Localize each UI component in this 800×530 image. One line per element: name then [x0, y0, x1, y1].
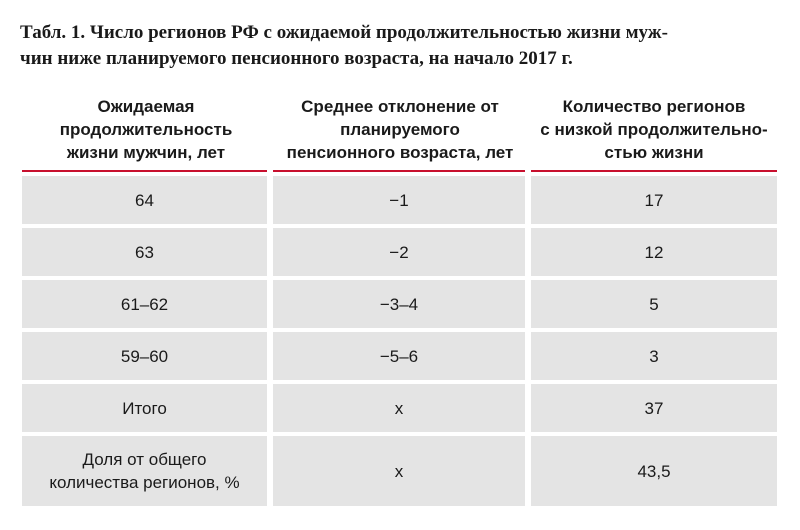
cell-deviation [273, 384, 525, 432]
cell-count [531, 332, 777, 380]
cell-deviation [273, 332, 525, 380]
cell-count [531, 384, 777, 432]
header-rule [22, 170, 267, 172]
table-row [22, 332, 778, 380]
header-life-expectancy [22, 92, 270, 170]
cell-share-label [22, 436, 267, 506]
cell-text: 5 [649, 294, 659, 314]
cell-text: 37 [644, 398, 664, 418]
data-table [22, 92, 778, 510]
cell-text: −3–4 [379, 294, 419, 314]
cell-text: 64 [135, 190, 154, 210]
cell-text: 43,5 [637, 461, 671, 481]
cell-text: Доля от общего [82, 450, 207, 469]
header-line: продолжительность [59, 120, 233, 139]
header-line: планируемого [340, 120, 460, 139]
cell-share-value [531, 436, 777, 506]
cell-text: х [394, 461, 404, 481]
cell-life-expectancy [22, 176, 267, 224]
caption-line-1: Табл. 1. Число регионов РФ с ожидаемой продолжительностью жизни муж- [20, 22, 668, 43]
table-row-share [22, 436, 778, 506]
header-line: с низкой продолжительно- [540, 120, 768, 139]
cell-text: 63 [135, 242, 154, 262]
table-row-total [22, 384, 778, 432]
cell-text: 12 [644, 242, 664, 262]
header-rule [273, 170, 525, 172]
caption-line-2: чин ниже планируемого пенсионного возраста, на начало 2017 г. [20, 48, 573, 69]
cell-count [531, 176, 777, 224]
header-line: Количество регионов [562, 97, 746, 116]
cell-text: −2 [389, 242, 409, 262]
cell-life-expectancy [22, 280, 267, 328]
table-row [22, 280, 778, 328]
cell-deviation [273, 228, 525, 276]
cell-total-label [22, 384, 267, 432]
cell-life-expectancy [22, 332, 267, 380]
table-row [22, 176, 778, 224]
header-line: стью жизни [604, 143, 704, 162]
header-line: пенсионного возраста, лет [286, 143, 514, 162]
table-row [22, 228, 778, 276]
cell-text: −5–6 [379, 346, 419, 366]
cell-text: х [394, 398, 404, 418]
cell-text: 17 [644, 190, 664, 210]
header-rule [531, 170, 777, 172]
cell-text: Итого [122, 398, 167, 418]
cell-deviation [273, 436, 525, 506]
cell-text: 59–60 [120, 346, 169, 366]
header-line: Ожидаемая [97, 97, 195, 116]
table-caption [20, 20, 720, 72]
header-underline [22, 170, 778, 172]
table-header [22, 92, 778, 170]
header-line: Среднее отклонение от [301, 97, 499, 116]
cell-deviation [273, 176, 525, 224]
cell-text: 61–62 [120, 294, 169, 314]
cell-count [531, 280, 777, 328]
header-region-count [530, 92, 778, 170]
header-line: жизни мужчин, лет [66, 143, 226, 162]
cell-deviation [273, 280, 525, 328]
cell-life-expectancy [22, 228, 267, 276]
header-deviation [270, 92, 530, 170]
cell-count [531, 228, 777, 276]
cell-text: количества регионов, % [49, 473, 240, 492]
cell-text: −1 [389, 190, 409, 210]
cell-text: 3 [649, 346, 659, 366]
